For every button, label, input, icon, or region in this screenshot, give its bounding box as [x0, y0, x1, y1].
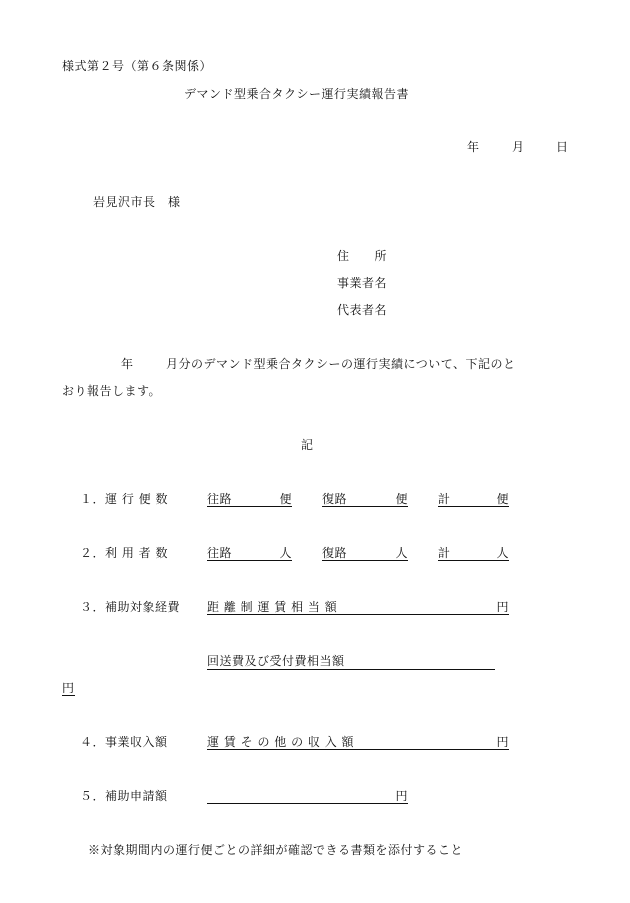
sender-rep-label: 代表者名 — [337, 303, 388, 317]
revenue-text: 運 賃 そ の 他 の 収 入 額 — [207, 735, 355, 749]
request-label: ５．補助申請額 — [80, 789, 168, 803]
cost-line1-label: 距 離 制 運 賃 相 当 額 — [207, 600, 338, 614]
users-outbound-label: 往路 — [207, 546, 233, 560]
form-number: 様式第２号（第６条関係） — [62, 59, 213, 73]
trips-total-field — [438, 492, 509, 507]
attachment-note: ※対象期間内の運行便ごとの詳細が確認できる書類を添付すること — [88, 843, 464, 857]
revenue-label: ４．事業収入額 — [80, 735, 168, 749]
trips-label: １．運 行 便 数 — [80, 492, 168, 506]
users-total-label: 計 — [438, 546, 451, 560]
request-field — [207, 789, 408, 804]
users-total-unit: 人 — [496, 546, 509, 560]
sender-address-label: 住 所 — [337, 249, 388, 263]
date-year: 年 — [467, 140, 480, 154]
trips-outbound-field — [207, 492, 292, 507]
trips-total-unit: 便 — [496, 492, 509, 506]
users-label: ２．利 用 者 数 — [80, 546, 168, 560]
date-month: 月 — [512, 140, 525, 154]
cost-line2-underline — [207, 669, 495, 670]
cost-line2-unit: 円 — [62, 681, 75, 695]
date-day: 日 — [556, 140, 569, 154]
trips-return-field — [322, 492, 408, 507]
document-title: デマンド型乗合タクシー運行実績報告書 — [184, 87, 410, 101]
ki-heading: 記 — [301, 438, 314, 452]
revenue-unit: 円 — [496, 735, 509, 749]
trips-return-unit: 便 — [395, 492, 408, 506]
users-outbound-field — [207, 546, 292, 561]
users-total-field — [438, 546, 509, 561]
addressee: 岩見沢市長 様 — [93, 195, 181, 209]
revenue-field — [207, 735, 509, 750]
body-line1: 月分のデマンド型乗合タクシーの運行実績について、下記のと — [166, 357, 516, 371]
request-unit: 円 — [395, 789, 408, 803]
trips-outbound-unit: 便 — [279, 492, 292, 506]
cost-line2-label: 回送費及び受付費相当額 — [207, 654, 345, 668]
sender-business-label: 事業者名 — [337, 276, 388, 290]
cost-label: ３．補助対象経費 — [80, 600, 181, 614]
body-year: 年 — [121, 357, 134, 371]
trips-outbound-label: 往路 — [207, 492, 233, 506]
trips-total-label: 計 — [438, 492, 451, 506]
cost-line1-field — [207, 600, 509, 615]
users-outbound-unit: 人 — [279, 546, 292, 560]
users-return-field — [322, 546, 408, 561]
users-return-unit: 人 — [395, 546, 408, 560]
users-return-label: 復路 — [322, 546, 348, 560]
cost-line1-unit: 円 — [496, 600, 509, 614]
body-line2: おり報告します。 — [62, 384, 162, 398]
trips-return-label: 復路 — [322, 492, 348, 506]
